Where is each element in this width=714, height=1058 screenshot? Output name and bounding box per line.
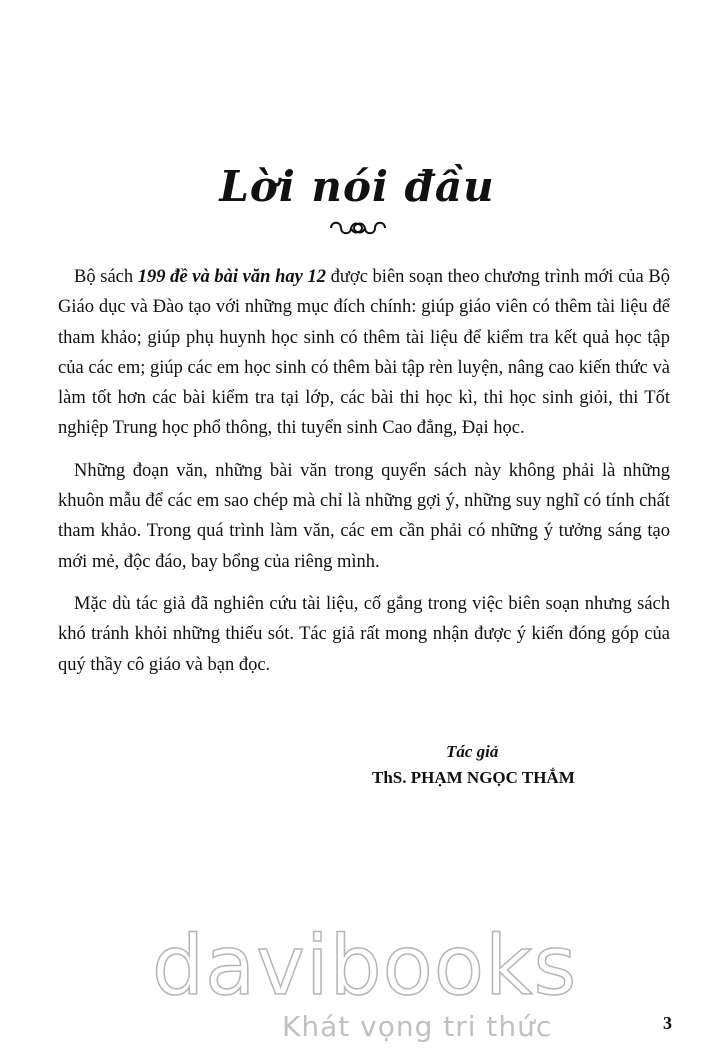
paragraph-2: Những đoạn văn, những bài văn trong quyển sách này không phải là những khuôn mẫu để các em sao chép mà chỉ là những gợi ý, những suy nghĩ có tính chất tham khảo. Trong quá trình làm văn, các em cần phải có những ý tưởng sáng tạo mới mẻ, độc đáo, bay bổng của riêng mình. (58, 460, 670, 572)
watermark-brand: davibooks (152, 919, 578, 1014)
watermark-tagline: Khát vọng tri thức (282, 1010, 553, 1043)
page-number: 3 (663, 1013, 672, 1033)
floral-ornament-icon (327, 217, 389, 239)
preface-body (58, 262, 670, 692)
book-title-emphasis: 199 đề và bài văn hay 12 (137, 267, 326, 287)
paragraph-1: Bộ sách 199 đề và bài văn hay 12 được biên soạn theo chương trình mới của Bộ Giáo dục và Đào tạo với những mục đích chính: giúp giáo viên có thêm tài liệu để tham khảo; giúp phụ huynh học sinh có thêm tài liệu để kiểm tra kết quả học tập của các em; giúp các em học sinh có thêm bài tập rèn luyện, nâng cao kiến thức và làm tốt hơn các bài kiểm tra tại lớp, các bài thi học kì, thi học sinh giỏi, thi Tốt nghiệp Trung học phổ thông, thi tuyển sinh Cao đẳng, Đại học. (58, 267, 671, 439)
signature-role: Tác giả (446, 742, 499, 761)
paragraph-3: Mặc dù tác giả đã nghiên cứu tài liệu, cố gắng trong việc biên soạn nhưng sách khó tránh khỏi những thiếu sót. Tác giả rất mong nhận được ý kiến đóng góp của quý thầy cô giáo và bạn đọc. (58, 593, 670, 675)
page-title: Lời nói đầu (219, 162, 495, 211)
author-name: ThS. PHẠM NGỌC THẮM (372, 768, 575, 787)
